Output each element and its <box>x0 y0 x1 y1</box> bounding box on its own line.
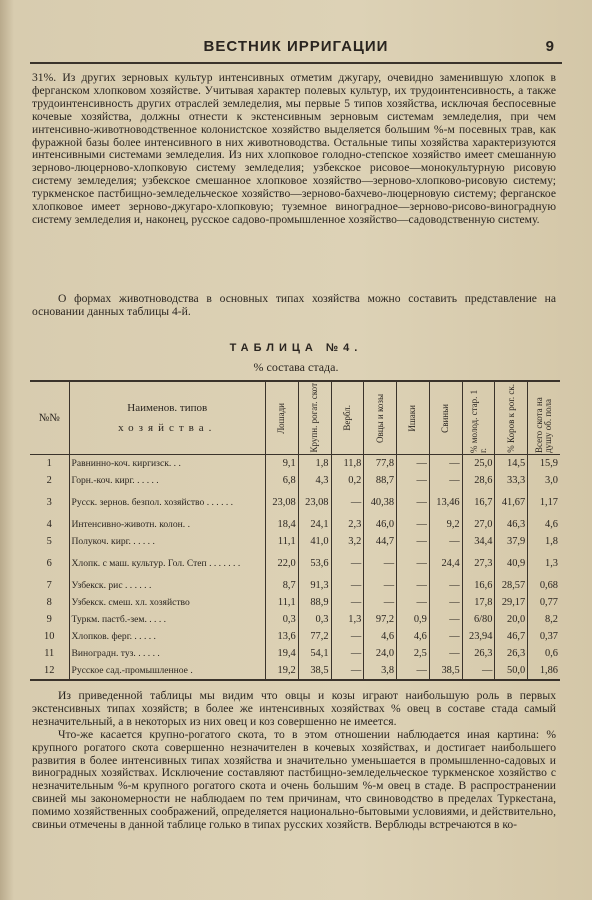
table-row <box>30 489 560 516</box>
header-farm-type-line1: Наименов. типов <box>127 402 208 414</box>
table-cell: 24,1 <box>298 516 331 533</box>
table-cell: 27,3 <box>462 550 495 577</box>
table-cell: 17,8 <box>462 594 495 611</box>
table-body <box>30 455 560 681</box>
table-cell: 77,2 <box>298 628 331 645</box>
table-cell: — <box>429 472 462 489</box>
table-cell: 14,5 <box>495 455 528 473</box>
row-number: 3 <box>46 497 52 508</box>
header-donkeys-label: Ишаки <box>407 404 418 432</box>
row-number: 7 <box>46 580 52 591</box>
table-cell: 4,6 <box>397 628 430 645</box>
table-cell: 41,0 <box>298 533 331 550</box>
table-cell: — <box>364 577 397 594</box>
table-cell: 4,3 <box>298 472 331 489</box>
table-cell: 13,46 <box>429 489 462 516</box>
row-number: 1 <box>46 458 52 469</box>
table-cell: 44,7 <box>364 533 397 550</box>
table-cell: 50,0 <box>495 662 528 680</box>
table-row <box>30 594 560 611</box>
bottom-paragraph-2: Что-же касается крупно-рогатого скота, то в этом отношении наблюдается иная картина: % крупного рогатого скота совершенно незначителен в кочевых хозяйствах, и достигает наибольшего развития в более интенсивных типах хозяйства и значительно уменьшается в промышленно-садовых и виноградных хозяйствах. Исключение составляют пастбищно-земледельческое туркменское хозяйство с незначительным %-м крупного рогатого скота и очень большим %-м овец в стаде. В распространении свиней мы закономерности не наблюдаем по тем причинам, что свиноводство в пределах Туркестана, помимо хозяйственных соображений, определяется национально-бытовыми условиями, и действительно, свиньи отмечены в данной таблице голько в типах русских хозяйств. Верблюды встречаются в ко- <box>32 727 556 832</box>
table-cell: — <box>364 594 397 611</box>
header-cattle <box>298 381 331 455</box>
row-number: 4 <box>46 519 52 530</box>
table-cell: — <box>331 645 364 662</box>
table-cell: 16,7 <box>462 489 495 516</box>
header-livestock-per-capita <box>528 381 560 455</box>
table-cell: 0,68 <box>528 577 560 594</box>
table-cell: — <box>397 516 430 533</box>
table-row <box>30 472 560 489</box>
table-cell: 0,3 <box>298 611 331 628</box>
table-cell: 40,9 <box>495 550 528 577</box>
header-cows-share <box>495 381 528 455</box>
row-farm-type: Горн.-коч. кирг. . . . . . <box>69 472 265 489</box>
table-cell: 11,8 <box>331 455 364 473</box>
table-cell: — <box>331 662 364 680</box>
table-cell: — <box>429 533 462 550</box>
row-farm-type: Узбекск. рис . . . . . . <box>69 577 265 594</box>
table-cell: 28,6 <box>462 472 495 489</box>
header-camels-label: Вербл. <box>341 405 352 431</box>
table-cell: 28,57 <box>495 577 528 594</box>
table-cell: 0,3 <box>265 611 298 628</box>
table-cell: 1,3 <box>528 550 560 577</box>
table-cell: — <box>331 489 364 516</box>
table-cell: 13,6 <box>265 628 298 645</box>
row-farm-type: Равнинно-коч. киргизск. . . <box>69 455 265 473</box>
table-cell: — <box>429 594 462 611</box>
table-cell: 4,6 <box>364 628 397 645</box>
table-cell: 29,17 <box>495 594 528 611</box>
row-number: 9 <box>46 614 52 625</box>
header-young-stock-label: % молод. стар. 1 г. <box>468 389 488 453</box>
table-cell: 6/80 <box>462 611 495 628</box>
table-cell: 27,0 <box>462 516 495 533</box>
header-number: №№ <box>30 381 69 455</box>
table-header-row <box>30 381 560 455</box>
table-cell: 0,9 <box>397 611 430 628</box>
table-cell: 15,9 <box>528 455 560 473</box>
table-cell: — <box>331 594 364 611</box>
header-horses <box>265 381 298 455</box>
table-cell: — <box>331 577 364 594</box>
table-row <box>30 533 560 550</box>
table-cell: — <box>364 550 397 577</box>
table-cell: 4,6 <box>528 516 560 533</box>
row-farm-type: Туркм. пастб.-зем. . . . . <box>69 611 265 628</box>
header-camels <box>331 381 364 455</box>
row-farm-type: Виноградн. туз. . . . . . <box>69 645 265 662</box>
row-farm-type: Полукоч. кирг. . . . . . <box>69 533 265 550</box>
table-cell: — <box>397 594 430 611</box>
table-cell: 26,3 <box>462 645 495 662</box>
table-cell: 46,7 <box>495 628 528 645</box>
page-header <box>30 36 562 64</box>
table-cell: 3,8 <box>364 662 397 680</box>
table-subtitle: % состава стада. <box>253 360 339 374</box>
header-farm-type <box>69 381 265 455</box>
header-young-stock <box>462 381 495 455</box>
table-cell: — <box>429 628 462 645</box>
table-cell: 8,7 <box>265 577 298 594</box>
table-cell: 1,8 <box>298 455 331 473</box>
table-cell: 1,86 <box>528 662 560 680</box>
table-cell: — <box>397 489 430 516</box>
page-number: 9 <box>545 38 554 55</box>
table-cell: 1,17 <box>528 489 560 516</box>
table-cell: 16,6 <box>462 577 495 594</box>
table-cell: 38,5 <box>298 662 331 680</box>
table-row <box>30 628 560 645</box>
table-cell: 11,1 <box>265 594 298 611</box>
herd-composition-table <box>30 380 560 681</box>
table-cell: 53,6 <box>298 550 331 577</box>
table-row <box>30 516 560 533</box>
table-cell: 38,5 <box>429 662 462 680</box>
table-cell: — <box>462 662 495 680</box>
table-cell: — <box>397 577 430 594</box>
row-farm-type: Узбекск. смеш. хл. хозяйство <box>69 594 265 611</box>
row-number: 11 <box>44 648 55 659</box>
table-cell: 3,2 <box>331 533 364 550</box>
table-cell: 77,8 <box>364 455 397 473</box>
table-row <box>30 645 560 662</box>
table-cell: 3,0 <box>528 472 560 489</box>
table-cell: — <box>397 533 430 550</box>
row-farm-type: Русск. зернов. безпол. хозяйство . . . . . . <box>69 489 265 516</box>
table-cell: 88,7 <box>364 472 397 489</box>
intro-paragraph-block <box>32 72 556 227</box>
header-donkeys <box>397 381 430 455</box>
table-cell: — <box>429 645 462 662</box>
table-cell: 2,3 <box>331 516 364 533</box>
note-paragraph-block <box>32 293 556 319</box>
table-cell: 2,5 <box>397 645 430 662</box>
header-pigs <box>429 381 462 455</box>
header-cattle-label: Крупн. рогат. скот <box>309 383 320 453</box>
table-cell: — <box>429 577 462 594</box>
note-paragraph: О формах животноводства в основных типах хозяйства можно составить представление на основании данных таблицы 4-й. <box>32 292 556 318</box>
table-cell: 6,8 <box>265 472 298 489</box>
table-cell: 26,3 <box>495 645 528 662</box>
row-farm-type: Русское сад.-промышленное . <box>69 662 265 680</box>
row-number: 6 <box>46 558 52 569</box>
table-cell: 23,08 <box>298 489 331 516</box>
table-cell: 41,67 <box>495 489 528 516</box>
table-row <box>30 455 560 473</box>
table-cell: — <box>331 550 364 577</box>
table-cell: 0,37 <box>528 628 560 645</box>
table-cell: 25,0 <box>462 455 495 473</box>
header-sheep-goats-label: Овцы и козы <box>374 393 385 443</box>
table-cell: 88,9 <box>298 594 331 611</box>
header-pigs-label: Свиньи <box>440 403 451 433</box>
table-row <box>30 577 560 594</box>
table-cell: 24,0 <box>364 645 397 662</box>
table-cell: 46,3 <box>495 516 528 533</box>
table-row <box>30 550 560 577</box>
table-cell: — <box>331 628 364 645</box>
table-cell: 9,1 <box>265 455 298 473</box>
table-cell: 24,4 <box>429 550 462 577</box>
table-cell: 23,94 <box>462 628 495 645</box>
table-row <box>30 662 560 680</box>
table-cell: 91,3 <box>298 577 331 594</box>
header-livestock-per-capita-label: Всего скота на душу об. пола <box>534 397 554 453</box>
table-cell: 1,8 <box>528 533 560 550</box>
row-farm-type: Интенсивно-животн. колон. . <box>69 516 265 533</box>
row-farm-type: Хлопков. ферг. . . . . . <box>69 628 265 645</box>
table-cell: 18,4 <box>265 516 298 533</box>
table-cell: — <box>397 455 430 473</box>
table-cell: — <box>429 611 462 628</box>
table-cell: 46,0 <box>364 516 397 533</box>
row-number: 5 <box>46 536 52 547</box>
row-number: 12 <box>30 662 69 680</box>
intro-paragraph: 31%. Из других зерновых культур интенсивных отметим джугару, очевидно заменившую хлопок в ферганском хлопковом хозяйстве. Учитывая характер полевых культур, их трудоинтенсивность, а также трудоинтенсивность других отраслей земледелия, мы первые 5 типов хозяйства, исключая беспосевные кочевые хозяйства, должны отнести к экстенсивным зерновым системам земледелия, при чем интенсивно-животноводственное колонистское хозяйство выделяется большим %-м посевных трав, как фуражной базы более интенсивного в них животноводства. Остальные типы хозяйства характеризуются интенсивными системами земледелия. Из них хлопковое голодно-степское хозяйство имеет смешанную зерново-люцерново-хлопковую систему земледелия; узбекское рисовое—монокультурную рисовую систему земледелия; узбекское смешанное хлопковое хозяйство—зерново-хлопково-рисовую систему; туркменское пастбищно-земледельческое хозяйство—зерново-бахчево-люцерновую систему; ферганское хлопковое имеет зерново-джугаро-хлопковую; туземное виноградное—зерново-рисово-виноградную систему земледелия и, наконец, русское садово-промышленное хозяйство—садоводственную систему. <box>32 71 556 226</box>
table-row <box>30 611 560 628</box>
bottom-text-block <box>32 690 556 832</box>
row-farm-type: Хлопк. с маш. культур. Гол. Степ . . . . . . . <box>69 550 265 577</box>
table-cell: 40,38 <box>364 489 397 516</box>
table-cell: 0,77 <box>528 594 560 611</box>
table-cell: — <box>397 550 430 577</box>
table-cell: 11,1 <box>265 533 298 550</box>
table-cell: — <box>397 472 430 489</box>
header-farm-type-line2: хозяйства. <box>118 422 217 434</box>
header-cows-share-label: % Коров к рог. ск. <box>505 383 516 453</box>
journal-title: ВЕСТНИК ИРРИГАЦИИ <box>203 38 389 55</box>
table-cell: 1,3 <box>331 611 364 628</box>
table-cell: 19,2 <box>265 662 298 680</box>
table-title: ТАБЛИЦА №4. <box>229 342 363 354</box>
table-cell: 37,9 <box>495 533 528 550</box>
bottom-paragraph-1: Из приведенной таблицы мы видим что овцы и козы играют наибольшую роль в первых экстенсивных типах хозяйств; в более же интенсивных хозяйствах % овец в составе стада самый незначительный, а в некоторых из них овец и коз совершенно не имеется. <box>32 689 556 728</box>
row-number: 8 <box>46 597 52 608</box>
table-cell: 0,6 <box>528 645 560 662</box>
table-cell: 33,3 <box>495 472 528 489</box>
table-cell: — <box>397 662 430 680</box>
table-cell: 54,1 <box>298 645 331 662</box>
table-cell: 97,2 <box>364 611 397 628</box>
table-cell: 22,0 <box>265 550 298 577</box>
table-cell: 0,2 <box>331 472 364 489</box>
row-number: 2 <box>46 475 52 486</box>
table-cell: 19,4 <box>265 645 298 662</box>
header-sheep-goats <box>364 381 397 455</box>
table-cell: 8,2 <box>528 611 560 628</box>
table-cell: — <box>429 455 462 473</box>
header-horses-label: Лошади <box>276 402 287 434</box>
table-cell: 34,4 <box>462 533 495 550</box>
row-number: 10 <box>44 631 55 642</box>
table-cell: 23,08 <box>265 489 298 516</box>
table-cell: 9,2 <box>429 516 462 533</box>
table-cell: 20,0 <box>495 611 528 628</box>
